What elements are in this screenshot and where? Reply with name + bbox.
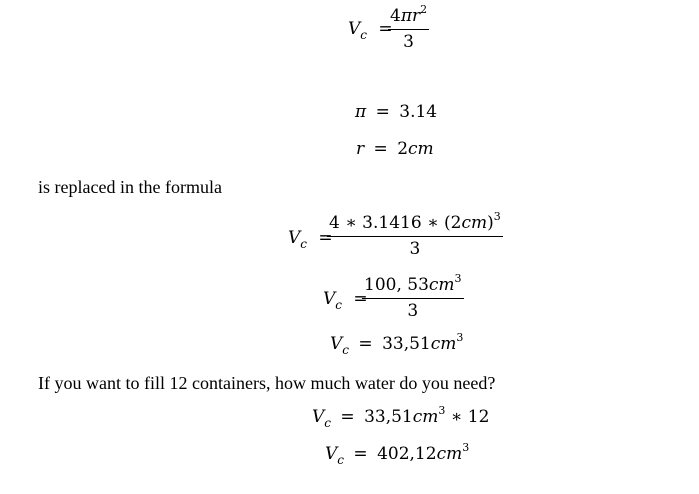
volume-subscript: c <box>324 416 332 430</box>
result-value: 33,51 <box>382 334 431 354</box>
substitution-fraction <box>327 210 503 259</box>
radius-unit: cm <box>408 139 434 159</box>
exponent: 3 <box>462 441 470 454</box>
exponent: 3 <box>438 404 446 417</box>
volume-subscript: c <box>300 237 308 251</box>
radius-symbol: r <box>356 139 365 159</box>
equals-sign: = <box>373 139 388 159</box>
coefficient: 4 <box>390 6 401 26</box>
fraction-denominator: 3 <box>407 301 419 321</box>
explanation-text: is replaced in the formula <box>38 177 222 197</box>
unit-volume-value: 33,51 <box>364 407 413 427</box>
fraction-denominator: 3 <box>403 32 414 52</box>
unit: cm <box>412 407 439 427</box>
equals-sign: = <box>340 407 355 427</box>
unit: cm <box>436 444 463 464</box>
total-value: 402,12 <box>377 444 437 464</box>
result-unit: cm <box>430 334 457 354</box>
volume-result <box>330 331 464 357</box>
fraction-numerator <box>362 272 464 299</box>
radius-value: 2 <box>397 139 409 159</box>
volume-symbol: V <box>312 407 325 427</box>
fraction-numerator <box>327 210 503 237</box>
fraction-denominator: 3 <box>409 239 421 259</box>
total-volume-result <box>325 441 470 467</box>
volume-symbol: V <box>323 289 336 309</box>
radius-symbol: r <box>412 6 421 26</box>
volume-symbol: V <box>330 334 343 354</box>
substitution-lhs <box>288 228 333 251</box>
volume-subscript: c <box>337 453 345 467</box>
volume-formula-fraction <box>388 3 429 52</box>
exponent: 3 <box>454 272 462 285</box>
calculation-lhs <box>323 289 368 312</box>
equals-sign: = <box>375 102 390 122</box>
total-volume-calculation <box>312 404 490 430</box>
equals-sign: = <box>353 289 368 309</box>
volume-subscript: c <box>335 298 343 312</box>
volume-formula <box>348 19 393 42</box>
unit: cm <box>428 275 455 295</box>
numerator-value: 100, 53 <box>364 275 429 295</box>
volume-symbol: V <box>288 228 301 248</box>
pi-value: 3.14 <box>399 102 438 122</box>
exponent: 3 <box>456 331 464 344</box>
closing-paren: ) <box>487 213 494 233</box>
equals-sign: = <box>318 228 333 248</box>
volume-symbol: V <box>325 444 338 464</box>
fraction-numerator <box>388 3 429 30</box>
exponent: 3 <box>493 210 501 223</box>
equals-sign: = <box>353 444 368 464</box>
volume-subscript: c <box>342 343 350 357</box>
question-text: If you want to fill 12 containers, how much water do you need? <box>38 373 496 393</box>
calculation-fraction <box>362 272 464 321</box>
volume-symbol: V <box>348 19 361 39</box>
radius-value-line <box>356 141 434 158</box>
pi-symbol: π <box>355 102 367 122</box>
exponent: 2 <box>420 3 428 16</box>
unit: cm <box>461 213 488 233</box>
volume-subscript: c <box>360 28 368 42</box>
equals-sign: = <box>358 334 373 354</box>
equals-sign: = <box>378 19 393 39</box>
pi-value-line <box>355 104 437 121</box>
multiplier: ∗ 12 <box>445 407 490 427</box>
numerator-expression: 4 ∗ 3.1416 ∗ (2 <box>329 213 462 233</box>
pi-symbol: π <box>400 6 413 26</box>
